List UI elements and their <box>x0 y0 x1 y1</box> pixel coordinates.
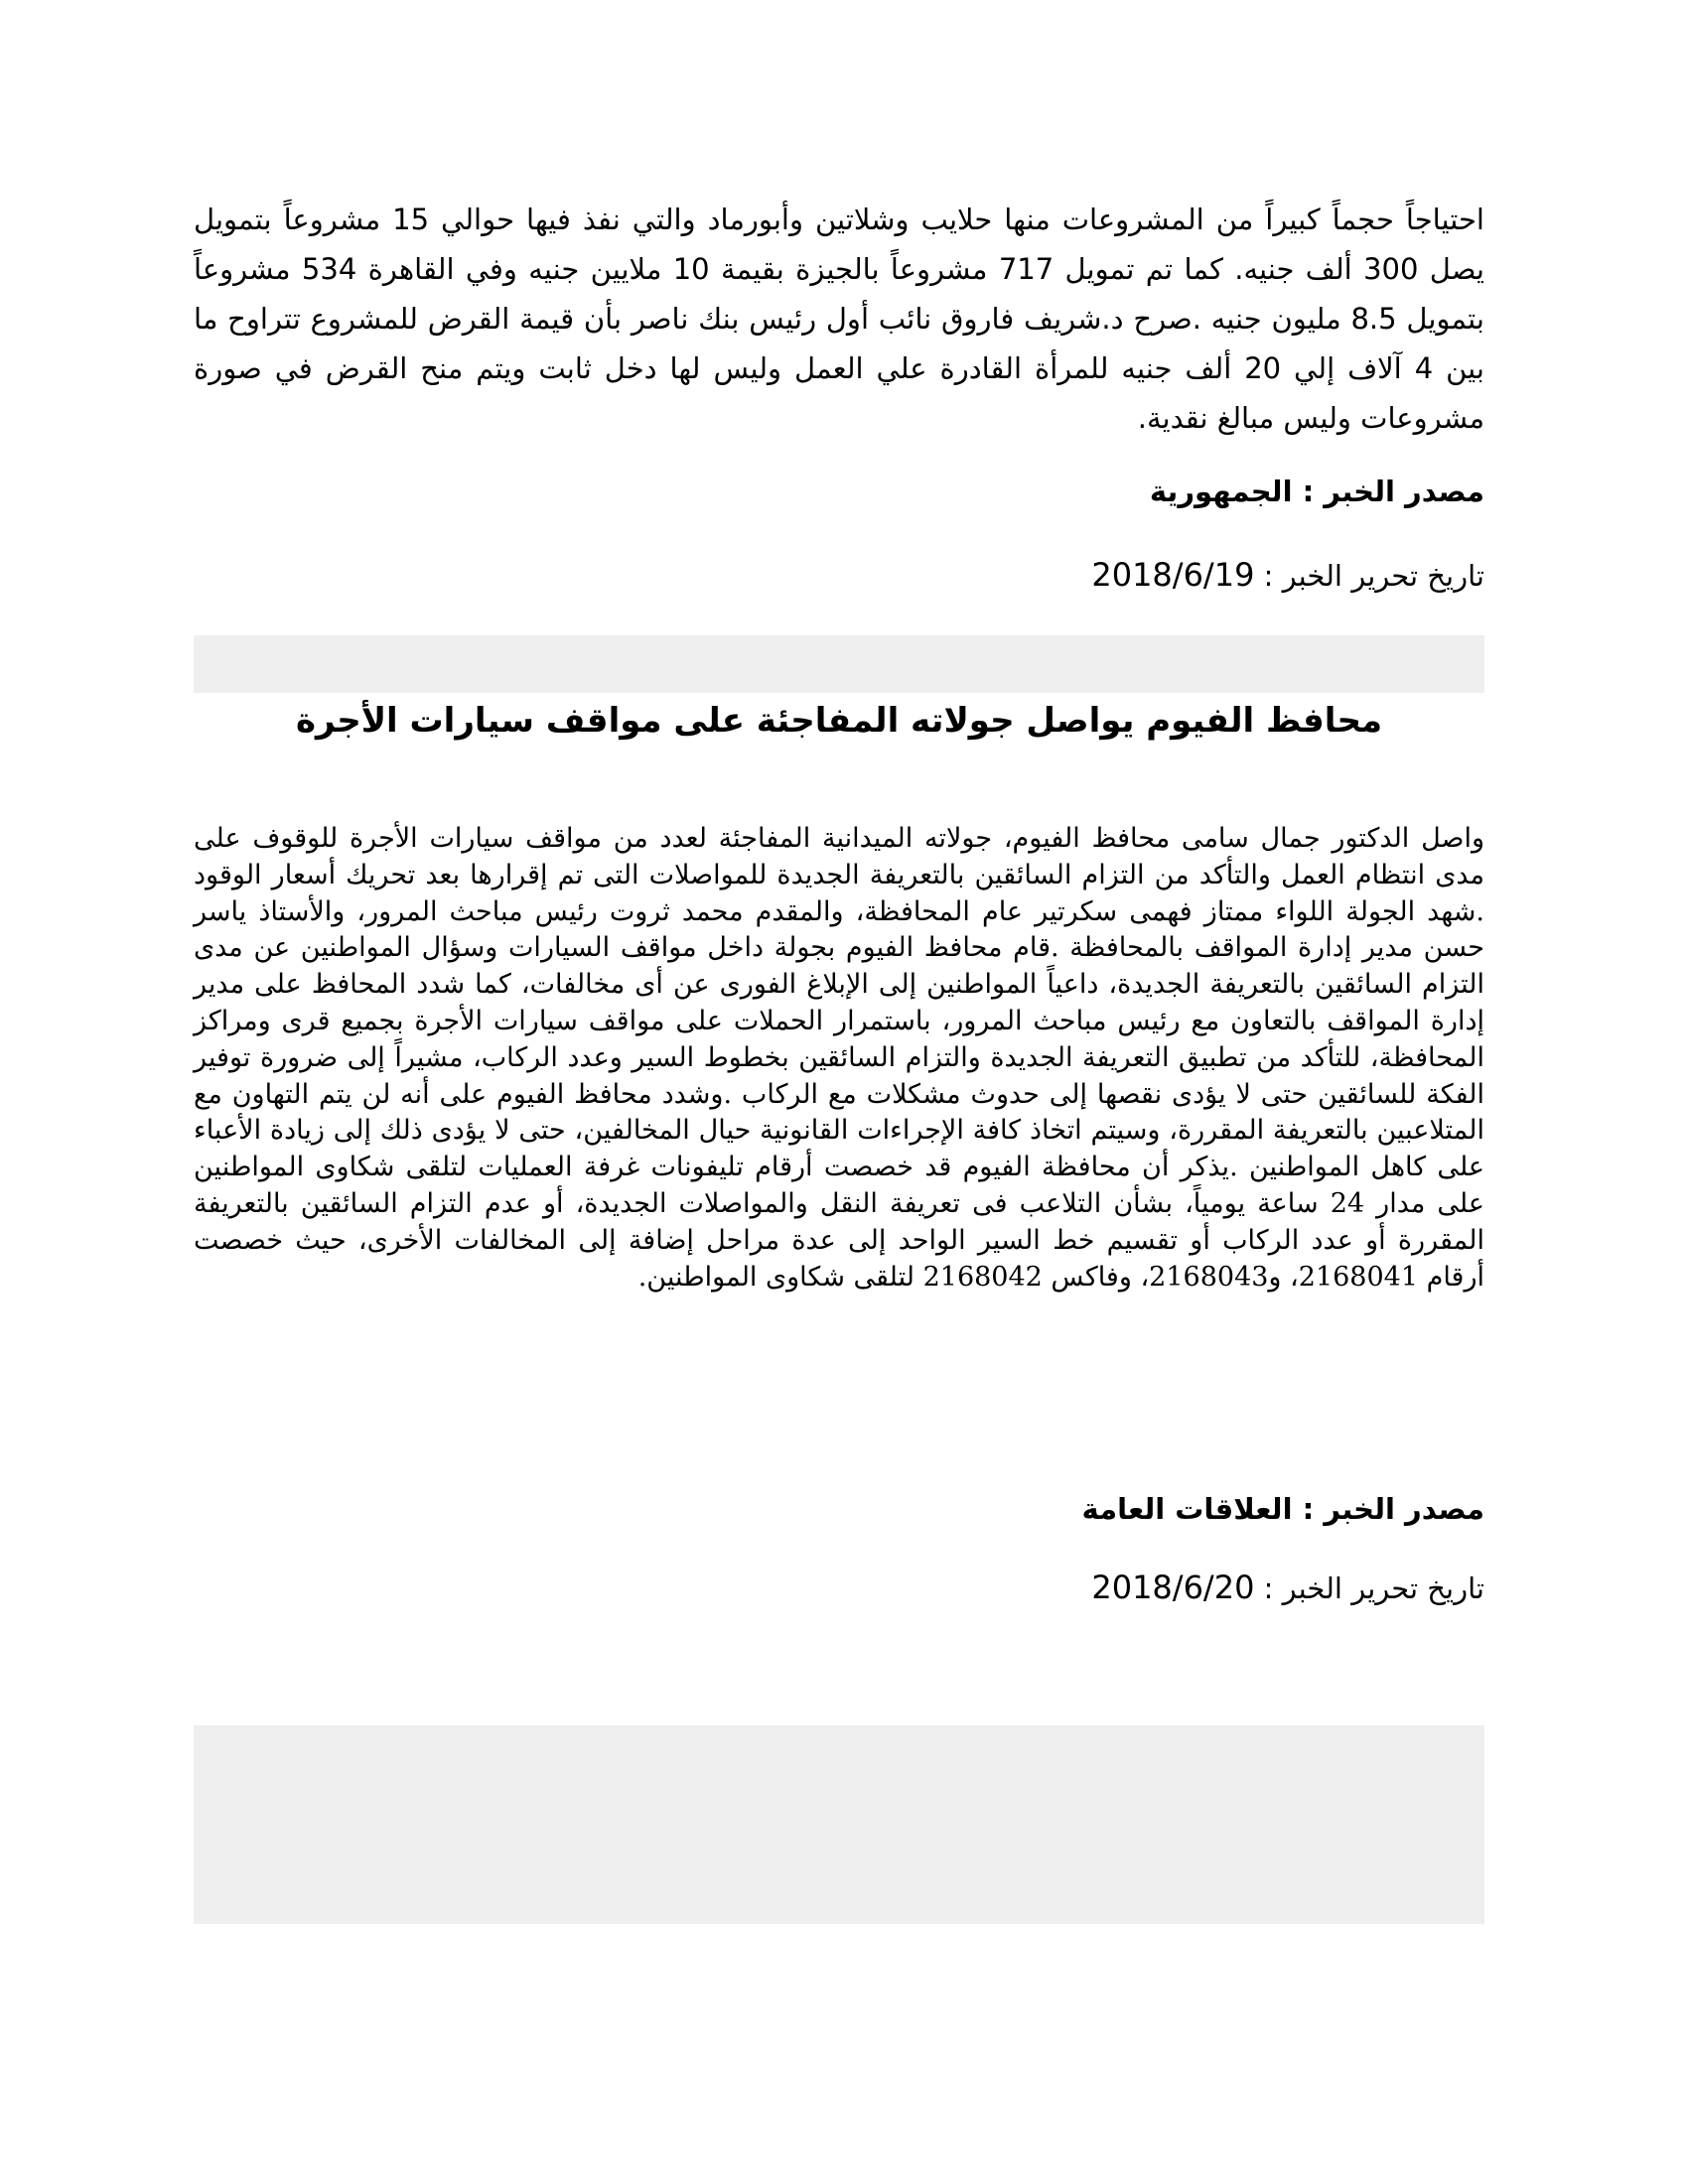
article1-date <box>1091 556 1484 594</box>
article1-source-value: الجمهورية <box>1149 475 1293 508</box>
article1-date-label: تاريخ تحرير الخبر : <box>1254 559 1484 593</box>
article2-source <box>1082 1492 1484 1526</box>
article2-source-label: مصدر الخبر : <box>1292 1492 1484 1526</box>
article2-title: محافظ الفيوم يواصل جولاته المفاجئة على مواقف سيارات الأجرة <box>295 701 1383 741</box>
separator-band-bottom <box>194 1725 1484 1924</box>
separator-band-top <box>194 635 1484 693</box>
article1-body: احتياجاً حجماً كبيراً من المشروعات منها حلايب وشلاتين وأبورماد والتي نفذ فيها حوالي 15 مشروعاً بتمويل يصل 300 ألف جنيه. كما تم تمويل 717 مشروعاً بالجيزة بقيمة 10 ملايين جنيه وفي القاهرة 534 مشروعاً بتمويل 8.5 مليون جنيه .صرح د.شريف فاروق نائب أول رئيس بنك ناصر بأن قيمة القرض للمشروع تتراوح ما بين 4 آلاف إلي 20 ألف جنيه للمرأة القادرة علي العمل وليس لها دخل ثابت ويتم منح القرض في صورة مشروعات وليس مبالغ نقدية. <box>194 203 1484 435</box>
article1-date-value: 2018/6/19 <box>1091 556 1255 594</box>
article1-source-label: مصدر الخبر : <box>1292 475 1484 508</box>
article2-body: واصل الدكتور جمال سامى محافظ الفيوم، جولاته الميدانية المفاجئة لعدد من مواقف سيارات الأجرة للوقوف على مدى انتظام العمل والتأكد من التزام السائقين بالتعريفة الجديدة للمواصلات التى تم إقرارها بعد تحريك أسعار الوقود .شهد الجولة اللواء ممتاز فهمى سكرتير عام المحافظة، والمقدم محمد ثروت رئيس مباحث المرور، والأستاذ ياسر حسن مدير إدارة المواقف بالمحافظة .قام محافظ الفيوم بجولة داخل مواقف السيارات وسؤال المواطنين عن مدى التزام السائقين بالتعريفة الجديدة، داعياً المواطنين إلى الإبلاغ الفورى عن أى مخالفات، كما شدد المحافظ على مدير إدارة المواقف بالتعاون مع رئيس مباحث المرور، باستمرار الحملات على مواقف سيارات الأجرة بجميع قرى ومراكز المحافظة، للتأكد من تطبيق التعريفة الجديدة والتزام السائقين بخطوط السير وعدد الركاب، مشيراً إلى ضرورة توفير الفكة للسائقين حتى لا يؤدى نقصها إلى حدوث مشكلات مع الركاب .وشدد محافظ الفيوم على أنه لن يتم التهاون مع المتلاعبين بالتعريفة المقررة، وسيتم اتخاذ كافة الإجراءات القانونية حيال المخالفين، حتى لا يؤدى ذلك إلى زيادة الأعباء على كاهل المواطنين .يذكر أن محافظة الفيوم قد خصصت أرقام تليفونات غرفة العمليات لتلقى شكاوى المواطنين على مدار 24 ساعة يومياً، بشأن التلاعب فى تعريفة النقل والمواصلات الجديدة، أو عدم التزام السائقين بالتعريفة المقررة أو عدد الركاب أو تقسيم خط السير الواحد إلى عدة مراحل إضافة إلى المخالفات الأخرى، حيث خصصت أرقام 2168041، و2168043، وفاكس 2168042 لتلقى شكاوى المواطنين. <box>194 823 1484 1293</box>
article1-source <box>1150 475 1484 508</box>
article2-date-label: تاريخ تحرير الخبر : <box>1254 1571 1484 1605</box>
article2-date <box>1091 1569 1484 1606</box>
article2-source-value: العلاقات العامة <box>1081 1492 1293 1526</box>
article2-date-value: 2018/6/20 <box>1091 1569 1255 1606</box>
